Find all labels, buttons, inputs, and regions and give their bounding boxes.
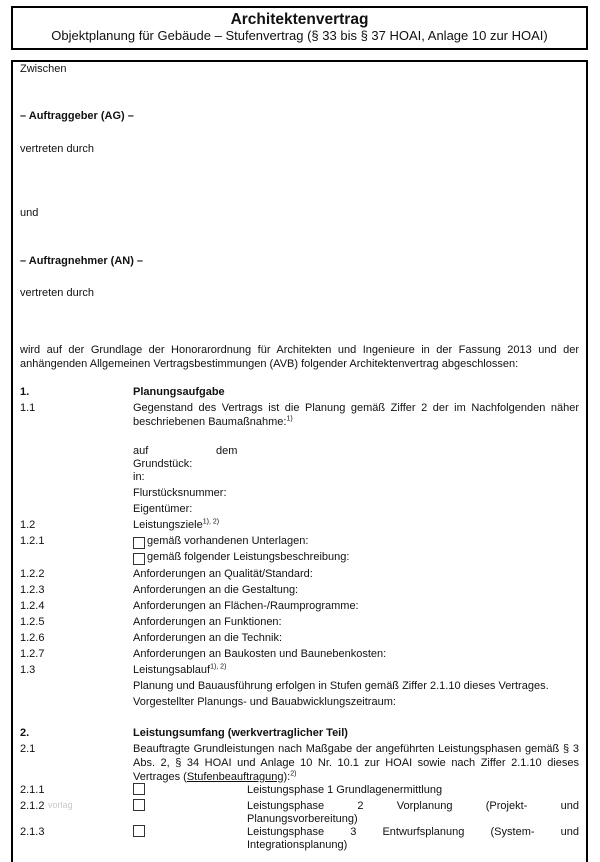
phase-3-label: Leistungsphase 3 Entwurfsplanung (System- und [247, 826, 579, 838]
item-1-3-text: Leistungsablauf$^{1), 2)}$ [133, 663, 227, 676]
item-2-1-2-number: 2.1.2 [20, 800, 45, 812]
item-2-1-number: 2.1 [20, 743, 36, 755]
grundstueck-label: Grundstück: [133, 458, 193, 470]
phase-2-label: Leistungsphase 2 Vorplanung (Projekt- und [247, 800, 579, 812]
intro-paragraph: wird auf der Grundlage der Honorarordnung für Architekten und Ingenieure in der Fassung 2013 und der anhängenden Allgemeinen Vertragsbestimmungen (AVB) folgender Architektenvertrag abgeschlossen: [20, 344, 579, 370]
and-label: und [20, 207, 39, 219]
section-2-heading: Leistungsumfang (werkvertraglicher Teil) [133, 727, 348, 739]
client-represented-by: vertreten durch [20, 143, 94, 155]
client-label: – Auftraggeber (AG) – [20, 110, 134, 122]
in-label: in: [133, 471, 145, 483]
item-1-2-7-text: Anforderungen an Baukosten und Baunebenkosten: [133, 648, 387, 660]
checkbox-service-description[interactable] [133, 553, 145, 565]
item-2-1-1-number: 2.1.1 [20, 784, 45, 796]
section-2-number: 2. [20, 727, 30, 739]
document-title: Architektenvertrag [230, 11, 369, 28]
contract-body [11, 60, 588, 862]
item-1-2-2-number: 1.2.2 [20, 568, 45, 580]
existing-documents-label: gemäß vorhandenen Unterlagen: [147, 535, 309, 547]
item-1-2-number: 1.2 [20, 519, 36, 531]
section-1-heading: Planungsaufgabe [133, 386, 225, 398]
dem-label: dem [216, 445, 238, 457]
phase-3-label-cont: Integrationsplanung) [247, 839, 348, 851]
checkbox-phase-3[interactable] [133, 825, 145, 837]
item-1-2-2-text: Anforderungen an Qualität/Standard: [133, 568, 313, 580]
item-1-1-number: 1.1 [20, 402, 36, 414]
item-1-2-7-number: 1.2.7 [20, 648, 45, 660]
item-1-1-text: Gegenstand des Vertrags ist die Planung gemäß Ziffer 2 der im Nachfolgenden näher beschriebenen Baumaßnahme:$^{1)}$ [133, 402, 579, 428]
item-2-1-text: Beauftragte Grundleistungen nach Maßgabe der angeführten Leistungsphasen gemäß § 3 Abs. 2, § 34 HOAI und Anlage 10 Nr. 10.1 zur HOAI sowie nach Ziffer 2.1.10 dieses Vertrages (Stufenbeauftragung):$^{2)}$ [133, 743, 579, 783]
checkbox-existing-documents[interactable] [133, 537, 145, 549]
contractor-represented-by: vertreten durch [20, 287, 94, 299]
item-2-1-3-number: 2.1.3 [20, 826, 45, 838]
between-label: Zwischen [20, 63, 67, 75]
item-1-3-number: 1.3 [20, 664, 36, 676]
flurstueck-label: Flurstücksnummer: [133, 487, 227, 499]
checkbox-phase-2[interactable] [133, 799, 145, 811]
section-1-number: 1. [20, 386, 30, 398]
phase-2-label-cont: Planungsvorbereitung) [247, 813, 358, 825]
eigentuemer-label: Eigentümer: [133, 503, 193, 515]
service-description-label: gemäß folgender Leistungsbeschreibung: [147, 551, 350, 563]
auf-label: auf [133, 445, 149, 457]
item-1-2-text: Leistungsziele$^{1), 2)}$ [133, 518, 220, 531]
checkbox-phase-1[interactable] [133, 783, 145, 795]
item-1-2-6-number: 1.2.6 [20, 632, 45, 644]
contractor-label: – Auftragnehmer (AN) – [20, 255, 144, 267]
document-header [11, 6, 588, 50]
item-1-3-stages: Planung und Bauausführung erfolgen in Stufen gemäß Ziffer 2.1.10 dieses Vertrages. [133, 680, 549, 692]
item-1-2-3-number: 1.2.3 [20, 584, 45, 596]
item-1-2-5-number: 1.2.5 [20, 616, 45, 628]
item-1-2-4-number: 1.2.4 [20, 600, 45, 612]
stufenbeauftragung-link: Stufenbeauftragung [186, 771, 284, 783]
watermark-text: vorlag [48, 800, 73, 810]
document-subtitle: Objektplanung für Gebäude – Stufenvertrag (§ 33 bis § 37 HOAI, Anlage 10 zur HOAI) [51, 28, 548, 43]
item-1-3-period: Vorgestellter Planungs- und Bauabwicklungszeitraum: [133, 696, 396, 708]
item-1-2-5-text: Anforderungen an Funktionen: [133, 616, 282, 628]
phase-1-label: Leistungsphase 1 Grundlagenermittlung [247, 784, 443, 796]
item-1-2-4-text: Anforderungen an Flächen-/Raumprogramme: [133, 600, 359, 612]
item-1-2-1-number: 1.2.1 [20, 535, 45, 547]
item-1-2-3-text: Anforderungen an die Gestaltung: [133, 584, 299, 596]
item-1-2-6-text: Anforderungen an die Technik: [133, 632, 283, 644]
